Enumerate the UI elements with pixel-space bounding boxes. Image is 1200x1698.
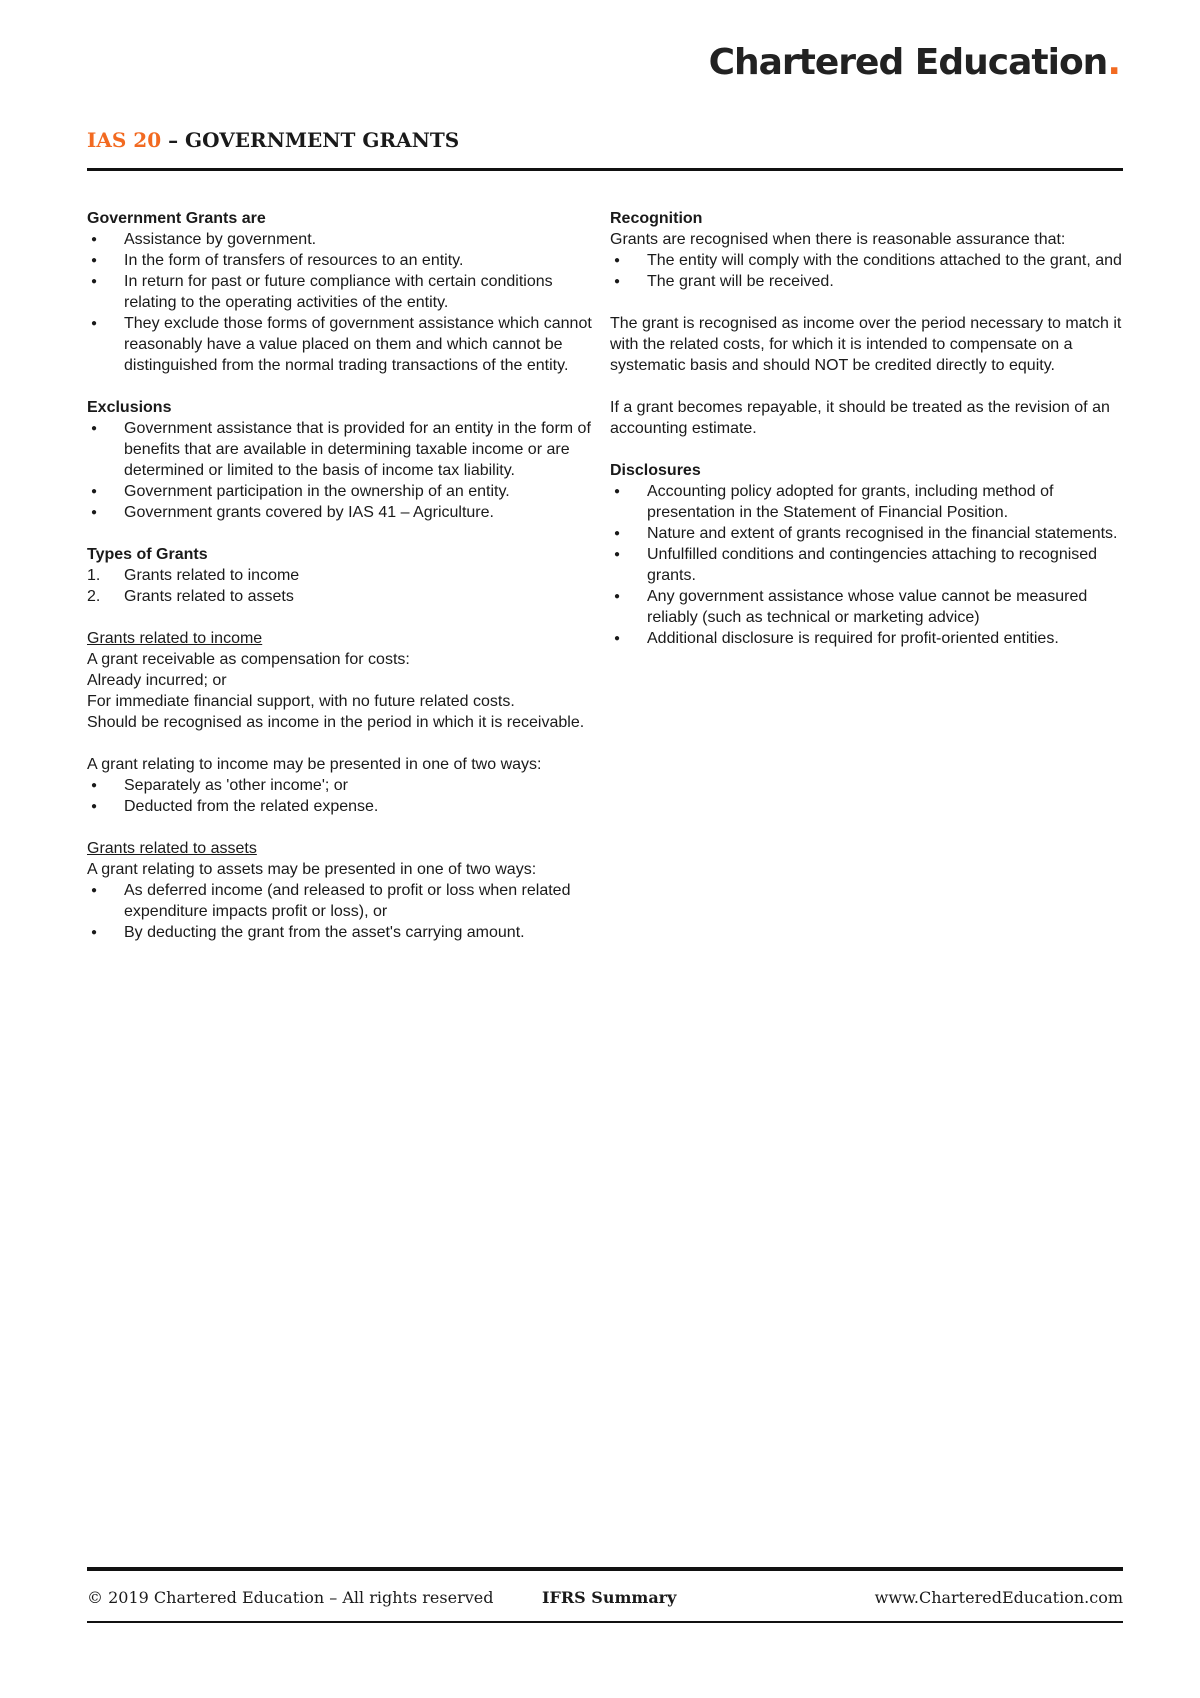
section-heading: Recognition bbox=[610, 210, 703, 227]
logo-text: Chartered Education bbox=[708, 42, 1108, 83]
list-item: ● Accounting policy adopted for grants, including method of presentation in the Statement of Financial Position. bbox=[610, 481, 1130, 523]
right-column bbox=[610, 208, 1130, 649]
numbered-list bbox=[87, 565, 607, 607]
subheading-assets: Grants related to assets bbox=[87, 840, 257, 857]
footer-divider-top bbox=[87, 1567, 1123, 1571]
footer-copyright: © 2019 Chartered Education – All rights reserved bbox=[87, 1588, 494, 1607]
list-item: ● The entity will comply with the conditions attached to the grant, and bbox=[610, 250, 1130, 271]
list-item: ● By deducting the grant from the asset's carrying amount. bbox=[87, 922, 607, 943]
section-heading: Disclosures bbox=[610, 462, 701, 479]
list-item: ● Nature and extent of grants recognised in the financial statements. bbox=[610, 523, 1130, 544]
paragraph-line: A grant receivable as compensation for costs: bbox=[87, 651, 410, 668]
section-heading: Government Grants are bbox=[87, 210, 266, 227]
list-item: ● In the form of transfers of resources to an entity. bbox=[87, 250, 607, 271]
list-item: ● In return for past or future compliance with certain conditions relating to the operating activities of the entity. bbox=[87, 271, 607, 313]
list-number: 2. bbox=[87, 588, 101, 605]
header-divider bbox=[87, 168, 1123, 171]
left-column bbox=[87, 208, 607, 943]
list-item: ● Any government assistance whose value cannot be measured reliably (such as technical or marketing advice) bbox=[610, 586, 1130, 628]
footer-doc-title: IFRS Summary bbox=[542, 1588, 677, 1607]
list-item-text: Grants related to assets bbox=[124, 588, 294, 605]
title-text: – GOVERNMENT GRANTS bbox=[161, 128, 460, 152]
list-item: ● Separately as 'other income'; or bbox=[87, 775, 607, 796]
paragraph: The grant is recognised as income over the period necessary to match it with the related costs, for which it is intended to compensate on a systematic basis and should NOT be credited directly to equity. bbox=[610, 315, 1122, 374]
subheading-income: Grants related to income bbox=[87, 630, 263, 647]
list-item: ● As deferred income (and released to profit or loss when related expenditure impacts profit or loss), or bbox=[87, 880, 607, 922]
bullet-list bbox=[610, 250, 1130, 292]
list-item bbox=[87, 565, 607, 586]
list-item: ● Government assistance that is provided for an entity in the form of benefits that are available in determining taxable income or are determined or limited to the basis of income tax liability. bbox=[87, 418, 607, 481]
bullet-list bbox=[87, 418, 607, 523]
list-item: ● They exclude those forms of government assistance which cannot reasonably have a value placed on them and which cannot be distinguished from the normal trading transactions of the entity. bbox=[87, 313, 607, 376]
list-item: ● Government participation in the ownership of an entity. bbox=[87, 481, 607, 502]
list-item bbox=[87, 586, 607, 607]
list-item: ● Assistance by government. bbox=[87, 229, 607, 250]
paragraph: A grant relating to assets may be presented in one of two ways: bbox=[87, 861, 537, 878]
paragraph: Grants are recognised when there is reasonable assurance that: bbox=[610, 231, 1066, 248]
paragraph-line: Already incurred; or bbox=[87, 672, 227, 689]
paragraph: A grant relating to income may be presented in one of two ways: bbox=[87, 756, 542, 773]
paragraph-line: Should be recognised as income in the period in which it is receivable. bbox=[87, 714, 585, 731]
paragraph: If a grant becomes repayable, it should be treated as the revision of an accounting estimate. bbox=[610, 399, 1110, 437]
list-item: ● The grant will be received. bbox=[610, 271, 1130, 292]
bullet-list bbox=[87, 775, 607, 817]
bullet-list bbox=[610, 481, 1130, 649]
page-title bbox=[87, 128, 459, 152]
list-item: ● Government grants covered by IAS 41 – Agriculture. bbox=[87, 502, 607, 523]
footer-divider-bottom bbox=[87, 1621, 1123, 1623]
footer-url: www.CharteredEducation.com bbox=[874, 1588, 1123, 1607]
brand-logo bbox=[709, 42, 1120, 83]
list-item: ● Additional disclosure is required for profit-oriented entities. bbox=[610, 628, 1130, 649]
list-item: ● Unfulfilled conditions and contingencies attaching to recognised grants. bbox=[610, 544, 1130, 586]
bullet-list bbox=[87, 880, 607, 943]
title-code: IAS 20 bbox=[87, 128, 162, 152]
paragraph-line: For immediate financial support, with no future related costs. bbox=[87, 693, 515, 710]
logo-dot: . bbox=[1107, 42, 1120, 83]
section-heading: Exclusions bbox=[87, 399, 172, 416]
list-item: ● Deducted from the related expense. bbox=[87, 796, 607, 817]
list-item-text: Grants related to income bbox=[124, 567, 300, 584]
bullet-list bbox=[87, 229, 607, 376]
section-heading: Types of Grants bbox=[87, 546, 208, 563]
list-number: 1. bbox=[87, 567, 101, 584]
